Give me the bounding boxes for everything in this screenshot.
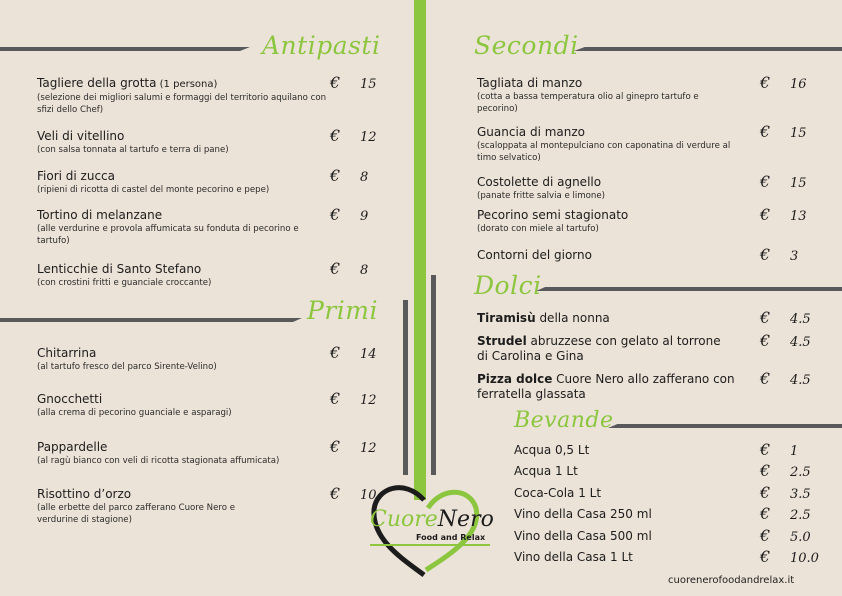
bevande-item-name: Coca-Cola 1 Lt [514, 486, 602, 500]
item-name: Tortino di melanzane [37, 208, 163, 222]
item-description: (al tartufo fresco del parco Sirente-Velino) [37, 362, 217, 372]
dolci-item-3 [477, 372, 752, 402]
price-primi-3 [330, 437, 377, 456]
secondi-item-4 [477, 208, 737, 235]
item-name: Chitarrina [37, 346, 97, 360]
euro-symbol: € [760, 369, 771, 388]
bevande-item-name: Vino della Casa 1 Lt [514, 550, 633, 564]
price-secondi-2 [760, 122, 807, 141]
secondi-item-3 [477, 175, 737, 202]
center-gray-line-left [403, 300, 408, 475]
item-name-bold: Strudel [477, 334, 527, 348]
primi-item-3 [37, 440, 327, 467]
euro-symbol: € [760, 331, 771, 350]
price-value: 12 [360, 130, 377, 145]
secondi-title: Secondi [474, 31, 579, 60]
item-description: (scaloppata al montepulciano con caponatina di verdure al timo selvatico) [477, 141, 731, 163]
dolci-item-1 [477, 311, 747, 326]
euro-symbol: € [760, 504, 771, 523]
price-bevande-4 [760, 504, 811, 523]
price-dolci-3 [760, 369, 811, 388]
item-name-bold: Pizza dolce [477, 372, 553, 386]
price-value: 15 [790, 126, 807, 141]
item-name-rest: abruzzese con gelato al torrone [526, 334, 721, 348]
price-bevande-5 [760, 526, 811, 545]
secondi-item-5 [477, 248, 737, 263]
price-value: 15 [360, 77, 377, 92]
primi-bar [0, 318, 302, 322]
euro-symbol: € [330, 126, 341, 145]
price-value: 12 [360, 441, 377, 456]
price-dolci-2 [760, 331, 811, 350]
price-value: 10 [360, 488, 377, 503]
item-name-line2: di Carolina e Gina [477, 349, 584, 363]
price-antipasti-1 [330, 73, 377, 92]
price-value: 2.5 [790, 465, 811, 480]
price-value: 8 [360, 263, 369, 278]
price-value: 8 [360, 170, 369, 185]
euro-symbol: € [760, 547, 771, 566]
item-description: (panate fritte salvia e limone) [477, 191, 605, 201]
item-name-line2: ferratella glassata [477, 387, 586, 401]
price-value: 15 [790, 176, 807, 191]
price-antipasti-5 [330, 259, 368, 278]
antipasti-bar [0, 47, 250, 51]
item-name: Gnocchetti [37, 392, 103, 406]
primi-title: Primi [307, 296, 378, 325]
logo-wordmark [370, 507, 494, 532]
item-name-rest: della nonna [535, 311, 610, 325]
euro-symbol: € [330, 166, 341, 185]
item-portion: (1 persona) [156, 79, 218, 90]
price-value: 1 [790, 444, 799, 459]
price-value: 4.5 [790, 335, 811, 350]
item-name: Guancia di manzo [477, 125, 586, 139]
price-secondi-1 [760, 73, 807, 92]
dolci-bar [536, 287, 842, 291]
item-description: (con crostini fritti e guanciale croccante) [37, 278, 212, 288]
logo-word-nero: Nero [437, 507, 494, 532]
euro-symbol: € [760, 461, 771, 480]
item-name: Veli di vitellino [37, 129, 125, 143]
euro-symbol: € [760, 245, 771, 264]
euro-symbol: € [760, 172, 771, 191]
euro-symbol: € [760, 483, 771, 502]
euro-symbol: € [330, 437, 341, 456]
dolci-item-2 [477, 334, 752, 364]
euro-symbol: € [760, 122, 771, 141]
price-value: 16 [790, 77, 807, 92]
price-value: 9 [360, 209, 369, 224]
price-bevande-3 [760, 483, 811, 502]
price-dolci-1 [760, 308, 811, 327]
antipasti-item-4 [37, 208, 317, 247]
price-value: 4.5 [790, 373, 811, 388]
price-value: 14 [360, 347, 377, 362]
antipasti-item-1 [37, 76, 327, 116]
euro-symbol: € [760, 526, 771, 545]
price-antipasti-4 [330, 205, 368, 224]
euro-symbol: € [330, 484, 341, 503]
bevande-item-name: Vino della Casa 500 ml [514, 529, 652, 543]
item-description: (al ragù bianco con veli di ricotta stagionata affumicata) [37, 456, 280, 466]
item-name: Contorni del giorno [477, 248, 592, 262]
price-primi-1 [330, 343, 377, 362]
primi-item-1 [37, 346, 327, 373]
item-name: Tagliere della grotta [37, 76, 157, 90]
price-secondi-3 [760, 172, 807, 191]
item-name-bold: Tiramisù [477, 311, 536, 325]
price-bevande-6 [760, 547, 819, 566]
euro-symbol: € [760, 73, 771, 92]
price-secondi-4 [760, 205, 807, 224]
item-name: Lenticchie di Santo Stefano [37, 262, 202, 276]
price-secondi-5 [760, 245, 798, 264]
price-primi-2 [330, 389, 377, 408]
price-antipasti-2 [330, 126, 377, 145]
website-link[interactable]: cuorenerofoodandrelax.it [668, 575, 795, 586]
price-value: 10.0 [790, 551, 819, 566]
bevande-title: Bevande [514, 408, 614, 433]
antipasti-item-2 [37, 129, 327, 156]
price-value: 13 [790, 209, 807, 224]
price-value: 3 [790, 249, 799, 264]
price-bevande-2 [760, 461, 811, 480]
euro-symbol: € [330, 205, 341, 224]
item-name: Tagliata di manzo [477, 76, 583, 90]
item-name: Pecorino semi stagionato [477, 208, 629, 222]
item-description: (alle erbette del parco zafferano Cuore Nero e verdurine di stagione) [37, 503, 235, 525]
bevande-item-name: Acqua 1 Lt [514, 464, 578, 478]
euro-symbol: € [330, 389, 341, 408]
euro-symbol: € [760, 440, 771, 459]
secondi-item-1 [477, 76, 737, 115]
antipasti-title: Antipasti [262, 31, 381, 60]
logo-tagline: Food and Relax [416, 533, 486, 542]
bevande-item-name: Acqua 0,5 Lt [514, 443, 590, 457]
logo [364, 470, 494, 585]
item-description: (dorato con miele al tartufo) [477, 224, 599, 234]
secondi-item-2 [477, 125, 752, 164]
item-name: Risottino d’orzo [37, 487, 132, 501]
price-value: 4.5 [790, 312, 811, 327]
price-value: 12 [360, 393, 377, 408]
primi-item-4 [37, 487, 277, 526]
euro-symbol: € [760, 205, 771, 224]
price-antipasti-3 [330, 166, 368, 185]
price-value: 3.5 [790, 487, 811, 502]
item-name-rest: Cuore Nero allo zafferano con [552, 372, 735, 386]
item-description: (cotta a bassa temperatura olio al ginepro tartufo e pecorino) [477, 92, 699, 114]
item-name: Costolette di agnello [477, 175, 602, 189]
antipasti-item-3 [37, 169, 327, 196]
center-green-line [414, 0, 426, 500]
item-description: (alle verdurine e provola affumicata su fonduta di pecorino e tartufo) [37, 224, 299, 246]
secondi-bar [574, 47, 842, 51]
primi-item-2 [37, 392, 327, 419]
price-bevande-1 [760, 440, 798, 459]
euro-symbol: € [330, 73, 341, 92]
price-value: 2.5 [790, 508, 811, 523]
logo-word-cuore: Cuore [370, 507, 438, 532]
item-description: (selezione dei migliori salumi e formaggi del territorio aquilano con sfizi dello Chef) [37, 93, 327, 115]
item-description: (ripieni di ricotta di castel del monte pecorino e pepe) [37, 185, 270, 195]
price-value: 5.0 [790, 530, 811, 545]
bevande-bar [608, 424, 842, 428]
item-description: (con salsa tonnata al tartufo e terra di pane) [37, 145, 229, 155]
bevande-item-name: Vino della Casa 250 ml [514, 507, 652, 521]
euro-symbol: € [330, 343, 341, 362]
dolci-title: Dolci [474, 271, 542, 300]
euro-symbol: € [330, 259, 341, 278]
item-name: Fiori di zucca [37, 169, 116, 183]
item-name: Pappardelle [37, 440, 108, 454]
center-gray-line-right [431, 275, 436, 475]
antipasti-item-5 [37, 262, 327, 289]
euro-symbol: € [760, 308, 771, 327]
item-description: (alla crema di pecorino guanciale e asparagi) [37, 408, 232, 418]
